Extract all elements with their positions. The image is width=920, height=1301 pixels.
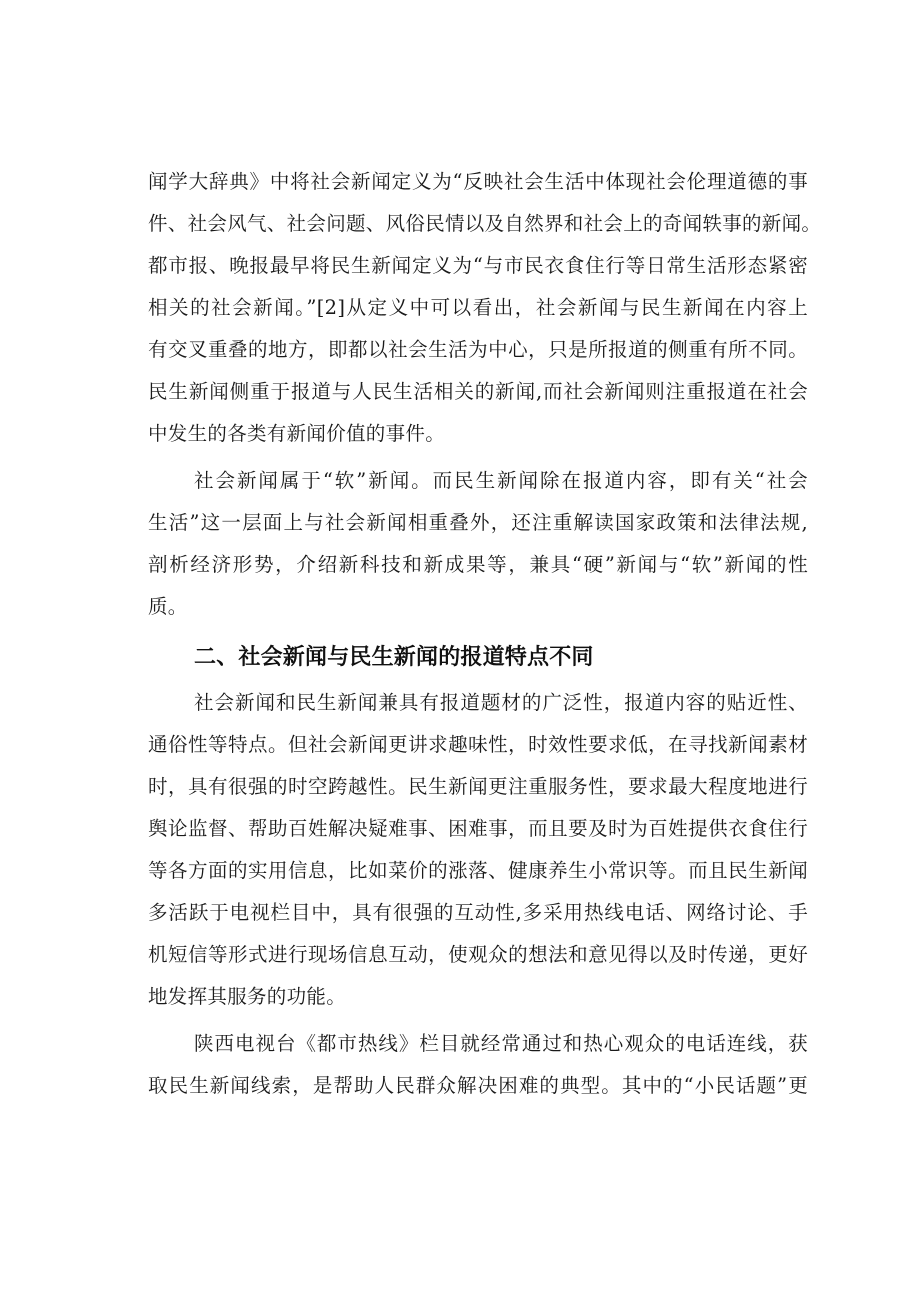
section-heading: 二、社会新闻与民生新闻的报道特点不同 — [194, 645, 594, 670]
text-line: 取民生新闻线索，是帮助人民群众解决困难的典型。其中的“小民话题”更 — [148, 1074, 808, 1097]
text-line: 机短信等形式进行现场信息互动，使观众的想法和意见得以及时传递，更好 — [148, 943, 808, 966]
text-line: 中发生的各类有新闻价值的事件。 — [148, 422, 446, 445]
text-line: 社会新闻属于“软”新闻。而民生新闻除在报道内容，即有关“社会 — [194, 469, 808, 492]
text-line: 剖析经济形势，介绍新科技和新成果等，兼具“硬”新闻与“软”新闻的性 — [148, 553, 808, 576]
text-line: 民生新闻侧重于报道与人民生活相关的新闻,而社会新闻则注重报道在社会 — [148, 380, 808, 403]
text-line: 地发挥其服务的功能。 — [148, 985, 347, 1008]
text-line: 相关的社会新闻。”[2]从定义中可以看出，社会新闻与民生新闻在内容上 — [148, 296, 808, 319]
text-line: 陕西电视台《都市热线》栏目就经常通过和热心观众的电话连线，获 — [194, 1032, 808, 1055]
text-line: 时，具有很强的时空跨越性。民生新闻更注重服务性，要求最大程度地进行 — [148, 775, 808, 798]
text-line: 有交叉重叠的地方，即都以社会生活为中心，只是所报道的侧重有所不同。 — [148, 338, 808, 361]
text-line: 闻学大辞典》中将社会新闻定义为“反映社会生活中体现社会伦理道德的事 — [148, 170, 808, 193]
text-line: 舆论监督、帮助百姓解决疑难事、困难事，而且要及时为百姓提供衣食住行 — [148, 817, 808, 840]
text-line: 都市报、晚报最早将民生新闻定义为“与市民衣食住行等日常生活形态紧密 — [148, 254, 808, 277]
text-line: 等各方面的实用信息，比如菜价的涨落、健康养生小常识等。而且民生新闻 — [148, 859, 808, 882]
text-line: 通俗性等特点。但社会新闻更讲求趣味性，时效性要求低，在寻找新闻素材 — [148, 733, 808, 756]
text-line: 多活跃于电视栏目中，具有很强的互动性,多采用热线电话、网络讨论、手 — [148, 901, 808, 924]
text-line: 件、社会风气、社会问题、风俗民情以及自然界和社会上的奇闻轶事的新闻。 — [148, 212, 822, 235]
text-line: 质。 — [148, 595, 188, 618]
text-line: 社会新闻和民生新闻兼具有报道题材的广泛性，报道内容的贴近性、 — [194, 691, 808, 714]
text-line: 生活”这一层面上与社会新闻相重叠外，还注重解读国家政策和法律法规, — [148, 511, 808, 534]
